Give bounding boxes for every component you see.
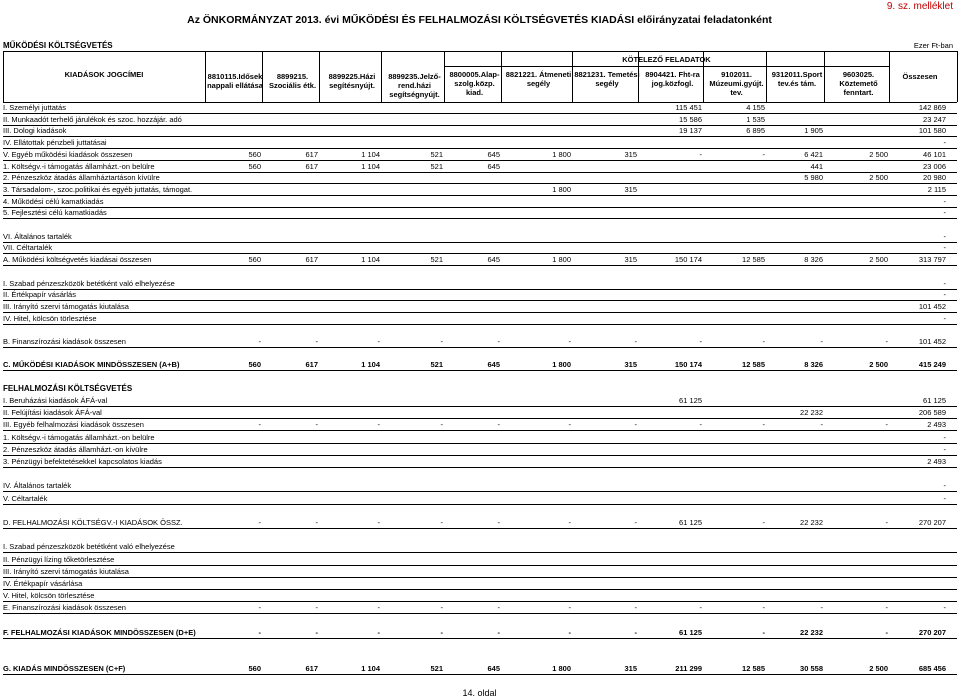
cell-value: - <box>315 420 318 430</box>
cell-value: 315 <box>624 255 637 265</box>
cell-value: 1 800 <box>552 664 571 674</box>
cell-value: - <box>699 149 702 159</box>
cell-value: 6 895 <box>746 126 765 136</box>
cell-value: - <box>943 278 946 288</box>
cell-value: 19 137 <box>679 126 702 136</box>
cell-value: 1 104 <box>361 161 380 171</box>
header-top-border <box>3 51 957 52</box>
cell-value: - <box>943 290 946 300</box>
row-label: I. Szabad pénzeszközök betétként való elhelyezése <box>3 542 175 552</box>
cell-value: - <box>762 603 765 613</box>
table-row <box>0 162 959 172</box>
cell-value: 22 232 <box>800 408 823 418</box>
row-border <box>3 370 957 371</box>
cell-value: 61 125 <box>679 518 702 527</box>
cell-value: 441 <box>810 161 823 171</box>
table-row <box>0 302 959 312</box>
row-border <box>3 455 957 456</box>
cell-value: - <box>634 337 637 346</box>
cell-value: - <box>885 627 888 637</box>
cell-value: 1 104 <box>361 255 380 265</box>
cell-value: - <box>568 627 571 637</box>
row-border <box>3 552 957 553</box>
row-label: I. Szabad pénzeszközök betétként való elhelyezése <box>3 278 175 288</box>
cell-value: - <box>634 420 637 430</box>
cell-value: 2 115 <box>927 184 946 194</box>
cell-value: 617 <box>305 664 318 674</box>
cell-value: 2 500 <box>869 360 888 370</box>
row-label: III. Dologi kiadások <box>3 126 67 136</box>
row-label: 4. Működési célú kamatkiadás <box>3 196 104 206</box>
row-border <box>3 674 957 675</box>
table-row <box>0 349 959 359</box>
table-row <box>0 396 959 406</box>
cell-value: - <box>762 149 765 159</box>
header-col: 9603025. Köztemető fenntart. <box>839 70 878 97</box>
table-row <box>0 325 959 335</box>
cell-value: - <box>820 337 823 346</box>
table-row <box>0 481 959 491</box>
cell-value: 206 589 <box>918 408 946 418</box>
row-border <box>3 601 957 602</box>
cell-value: 313 797 <box>918 255 946 265</box>
cell-value: - <box>497 420 500 430</box>
cell-value: 645 <box>487 360 500 370</box>
table-row <box>0 197 959 207</box>
cell-value: 521 <box>430 161 443 171</box>
cell-value: 101 452 <box>918 301 946 311</box>
table-row <box>0 126 959 136</box>
cell-value: - <box>943 313 946 323</box>
row-label: G. KIADÁS MINDÖSSZESEN (C+F) <box>3 664 126 674</box>
cell-value: 12 585 <box>742 360 765 370</box>
row-label: III. Irányító szervi támogatás kiutalása <box>3 301 129 311</box>
cell-value: - <box>377 420 380 430</box>
row-label: 2. Pénzeszköz átadás államházt.-on kívülre <box>3 444 148 454</box>
cell-value: 23 006 <box>923 161 946 171</box>
row-label: C. MŰKÖDÉSI KIADÁSOK MINDÖSSZESEN (A+B) <box>3 360 180 370</box>
cell-value: - <box>377 518 380 527</box>
page-title: Az ÖNKORMÁNYZAT 2013. évi MŰKÖDÉSI ÉS FELHALMOZÁSI KÖLTSÉGVETÉS KIADÁSI előirányzatai feladatonként <box>187 14 772 26</box>
cell-value: 315 <box>624 149 637 159</box>
cell-value: - <box>762 337 765 346</box>
cell-value: 560 <box>248 360 261 370</box>
cell-value: - <box>497 337 500 346</box>
row-label: 3. Társadalom-, szoc.politikai és egyéb juttatás, támogat. <box>3 184 193 194</box>
cell-value: 61 125 <box>679 627 702 637</box>
cell-value: - <box>762 518 765 527</box>
cell-value: 685 456 <box>918 664 946 674</box>
header-group: KÖTELEZŐ FELADATOK <box>622 55 711 64</box>
cell-value: - <box>377 603 380 613</box>
header-col: 8904421. Fht-ra jog.közfogl. <box>645 70 700 88</box>
row-label: IV. Általános tartalék <box>3 481 72 491</box>
cell-value: 101 580 <box>918 126 946 136</box>
cell-value: 23 247 <box>923 114 946 124</box>
cell-value: - <box>568 420 571 430</box>
cell-value: - <box>258 627 261 637</box>
table-row <box>0 115 959 125</box>
cell-value: 2 500 <box>869 149 888 159</box>
row-border <box>3 443 957 444</box>
row-border <box>3 589 957 590</box>
cell-value: 12 585 <box>742 664 765 674</box>
cell-value: - <box>440 337 443 346</box>
cell-value: 142 869 <box>918 103 946 112</box>
row-label: F. FELHALMOZÁSI KIADÁSOK MINDÖSSZESEN (D+E) <box>3 627 196 637</box>
row-label: II. Felújítási kiadások ÁFÁ-val <box>3 408 102 418</box>
cell-value: 617 <box>305 149 318 159</box>
cell-value: - <box>885 420 888 430</box>
table-row <box>0 360 959 370</box>
cell-value: 61 125 <box>923 396 946 405</box>
cell-value: - <box>440 420 443 430</box>
row-border <box>3 504 957 505</box>
cell-value: - <box>497 603 500 613</box>
cell-value: 2 500 <box>869 664 888 674</box>
table-row <box>0 314 959 324</box>
cell-value: 521 <box>430 149 443 159</box>
cell-value: - <box>943 432 946 442</box>
row-label: I. Személyi juttatás <box>3 103 66 112</box>
cell-value: - <box>315 337 318 346</box>
cell-value: 1 104 <box>361 360 380 370</box>
cell-value: 2 500 <box>869 255 888 265</box>
table-row <box>0 567 959 577</box>
row-label: 1. Költségv.-i támogatás államházt.-on belülre <box>3 432 155 442</box>
cell-value: - <box>440 603 443 613</box>
cell-value: 1 800 <box>552 149 571 159</box>
cell-value: 1 535 <box>746 114 765 124</box>
row-border <box>3 613 957 614</box>
row-label: II. Munkaadót terhelő járulékok és szoc. hozzájár. adó <box>3 114 182 124</box>
cell-value: 6 421 <box>804 149 823 159</box>
row-label: B. Finanszírozási kiadások összesen <box>3 337 126 346</box>
cell-value: - <box>258 603 261 613</box>
table-row <box>0 640 959 650</box>
cell-value: 617 <box>305 255 318 265</box>
cell-value: 617 <box>305 161 318 171</box>
cell-value: 560 <box>248 664 261 674</box>
header-col: 8821231. Temetési segély <box>574 70 640 88</box>
cell-value: 315 <box>624 360 637 370</box>
table-row <box>0 232 959 242</box>
row-label: 2. Pénzeszköz átadás államháztartáson kívülre <box>3 173 160 183</box>
cell-value: 5 980 <box>804 173 823 183</box>
table-row <box>0 469 959 479</box>
table-row <box>0 628 959 638</box>
table-row <box>0 518 959 528</box>
unit-label: Ezer Ft-ban <box>913 41 953 50</box>
row-label: A. Működési költségvetés kiadásai összesen <box>3 255 152 265</box>
header-col: 9102011. Múzeumi.gyújt. tev. <box>709 70 764 97</box>
cell-value: 1 800 <box>552 184 571 194</box>
header-col: 8800005.Alap-szolg.közp. kiad. <box>449 70 500 97</box>
cell-value: 1 104 <box>361 664 380 674</box>
cell-value: 8 326 <box>804 255 823 265</box>
cell-value: - <box>258 518 261 527</box>
cell-value: 645 <box>487 255 500 265</box>
cell-value: 645 <box>487 149 500 159</box>
cell-value: 30 558 <box>800 664 823 674</box>
cell-value: - <box>885 518 888 527</box>
cell-value: - <box>497 627 500 637</box>
cell-value: - <box>440 518 443 527</box>
cell-value: 315 <box>624 664 637 674</box>
row-label: E. Finanszírozási kiadások összesen <box>3 603 126 613</box>
cell-value: 1 905 <box>804 126 823 136</box>
cell-value: 12 585 <box>742 255 765 265</box>
cell-value: - <box>943 196 946 206</box>
table-row <box>0 616 959 626</box>
page-footer: 14. oldal <box>462 688 497 698</box>
row-border <box>3 418 957 419</box>
row-border <box>3 430 957 431</box>
row-label: IV. Ellátottak pénzbeli juttatásai <box>3 138 107 148</box>
cell-value: 645 <box>487 664 500 674</box>
row-border <box>3 528 957 529</box>
table-row <box>0 103 959 113</box>
section-title-capital: FELHALMOZÁSI KÖLTSÉGVETÉS <box>3 384 133 393</box>
cell-value: - <box>943 444 946 454</box>
cell-value: 4 155 <box>746 103 765 112</box>
row-label: D. FELHALMOZÁSI KÖLTSÉGV.-I KIADÁSOK ÖSSZ. <box>3 518 183 527</box>
cell-value: 560 <box>248 255 261 265</box>
cell-value: - <box>634 518 637 527</box>
table-row <box>0 433 959 443</box>
cell-value: - <box>315 518 318 527</box>
cell-value: 115 451 <box>675 103 702 112</box>
table-row <box>0 243 959 253</box>
cell-value: 2 493 <box>927 457 946 466</box>
table-row <box>0 542 959 552</box>
table-row <box>0 337 959 347</box>
cell-value: 61 125 <box>679 396 702 405</box>
cell-value: - <box>315 627 318 637</box>
cell-value: 8 326 <box>804 360 823 370</box>
header-col: Összesen <box>902 72 938 81</box>
row-label: III. Egyéb felhalmozási kiadások összesen <box>3 420 144 430</box>
cell-value: - <box>943 231 946 241</box>
cell-value: 22 232 <box>800 518 823 527</box>
cell-value: - <box>943 138 946 148</box>
header-divider <box>957 51 958 102</box>
header-col: 8899225.Házi segítésnyújt. <box>328 72 376 90</box>
row-label: II. Értékpapír vásárlás <box>3 290 76 300</box>
row-label: V. Hitel, kölcsön törlesztése <box>3 591 95 601</box>
header-col: 8821221. Átmeneti segély <box>505 70 572 88</box>
cell-value: - <box>943 243 946 253</box>
table-row <box>0 255 959 265</box>
cell-value: - <box>885 603 888 613</box>
cell-value: 560 <box>248 149 261 159</box>
cell-value: 1 800 <box>552 255 571 265</box>
row-label: VII. Céltartalék <box>3 243 53 253</box>
row-label: VI. Általános tartalék <box>3 231 72 241</box>
cell-value: 22 232 <box>800 627 823 637</box>
cell-value: 617 <box>305 360 318 370</box>
row-label: 5. Fejlesztési célú kamatkiadás <box>3 208 107 218</box>
table-row <box>0 457 959 467</box>
cell-value: - <box>258 420 261 430</box>
table-row <box>0 290 959 300</box>
table-row <box>0 173 959 183</box>
cell-value: 521 <box>430 255 443 265</box>
table-row <box>0 555 959 565</box>
header-col: 8899235.Jelző-rend.házi segítségnyújt. <box>388 72 441 99</box>
row-border <box>3 565 957 566</box>
cell-value: 645 <box>487 161 500 171</box>
cell-value: - <box>762 420 765 430</box>
row-label: IV. Értékpapír vásárlása <box>3 579 83 588</box>
cell-value: - <box>634 627 637 637</box>
cell-value: 15 586 <box>679 114 702 124</box>
cell-value: - <box>699 337 702 346</box>
row-border <box>3 491 957 492</box>
table-row <box>0 420 959 430</box>
cell-value: - <box>568 337 571 346</box>
table-row <box>0 279 959 289</box>
table-row <box>0 530 959 540</box>
group-divider <box>444 66 889 67</box>
cell-value: - <box>440 627 443 637</box>
cell-value: 211 299 <box>675 664 702 674</box>
table-row <box>0 208 959 218</box>
cell-value: 521 <box>430 664 443 674</box>
cell-value: - <box>762 627 765 637</box>
table-row <box>0 652 959 662</box>
row-label: V. Céltartalék <box>3 493 48 503</box>
table-row <box>0 220 959 230</box>
table-row <box>0 494 959 504</box>
row-label: IV. Hitel, kölcsön törlesztése <box>3 313 97 323</box>
table-row <box>0 591 959 601</box>
cell-value: - <box>699 420 702 430</box>
row-label: I. Beruházási kiadások ÁFÁ-val <box>3 396 108 405</box>
row-label: V. Egyéb működési kiadások összesen <box>3 149 133 159</box>
table-row <box>0 138 959 148</box>
cell-value: - <box>315 603 318 613</box>
row-border <box>3 406 957 407</box>
cell-value: - <box>885 337 888 346</box>
row-label: III. Irányító szervi támogatás kiutalása <box>3 566 129 576</box>
table-row <box>0 506 959 516</box>
cell-value: - <box>634 603 637 613</box>
attachment-number: 9. sz. melléklet <box>886 1 953 12</box>
row-label: 1. Költségv.-i támogatás államházt.-on belülre <box>3 161 155 171</box>
cell-value: - <box>943 603 946 613</box>
cell-value: 150 174 <box>674 360 702 370</box>
cell-value: 46 101 <box>923 149 946 159</box>
cell-value: 1 104 <box>361 149 380 159</box>
cell-value: - <box>820 603 823 613</box>
section-title-operating: MŰKÖDÉSI KÖLTSÉGVETÉS <box>3 41 113 50</box>
cell-value: - <box>699 603 702 613</box>
header-col: 8810115.Idősek nappali ellátása <box>207 72 263 90</box>
table-row <box>0 603 959 613</box>
cell-value: 270 207 <box>918 518 946 527</box>
cell-value: - <box>820 420 823 430</box>
cell-value: - <box>943 481 946 491</box>
cell-value: 1 800 <box>552 360 571 370</box>
cell-value: 2 500 <box>869 173 888 183</box>
header-col: 8899215. Szociális étk. <box>268 72 317 90</box>
cell-value: - <box>377 627 380 637</box>
header-col: 9312011.Sport tev.és tám. <box>771 70 823 88</box>
cell-value: 150 174 <box>674 255 702 265</box>
cell-value: - <box>258 337 261 346</box>
cell-value: - <box>943 208 946 218</box>
row-border <box>3 638 957 639</box>
table-row <box>0 185 959 195</box>
table-row <box>0 408 959 418</box>
cell-value: 315 <box>624 184 637 194</box>
cell-value: - <box>568 518 571 527</box>
cell-value: - <box>377 337 380 346</box>
cell-value: 2 493 <box>927 420 946 430</box>
table-row <box>0 579 959 589</box>
header-first-col: KIADÁSOK JOGCÍMEI <box>64 70 144 79</box>
row-border <box>3 467 957 468</box>
table-row <box>0 445 959 455</box>
cell-value: - <box>497 518 500 527</box>
row-label: 3. Pénzügyi befektetésekkel kapcsolatos kiadás <box>3 457 162 466</box>
table-row <box>0 664 959 674</box>
table-row <box>0 150 959 160</box>
row-border <box>3 577 957 578</box>
cell-value: 415 249 <box>918 360 946 370</box>
cell-value: 560 <box>248 161 261 171</box>
cell-value: 20 980 <box>923 173 946 183</box>
cell-value: - <box>943 493 946 503</box>
cell-value: 521 <box>430 360 443 370</box>
row-label: II. Pénzügyi lízing tőketörlesztése <box>3 554 115 564</box>
cell-value: 270 207 <box>918 627 946 637</box>
cell-value: 101 452 <box>918 337 946 346</box>
table-row <box>0 267 959 277</box>
cell-value: - <box>568 603 571 613</box>
